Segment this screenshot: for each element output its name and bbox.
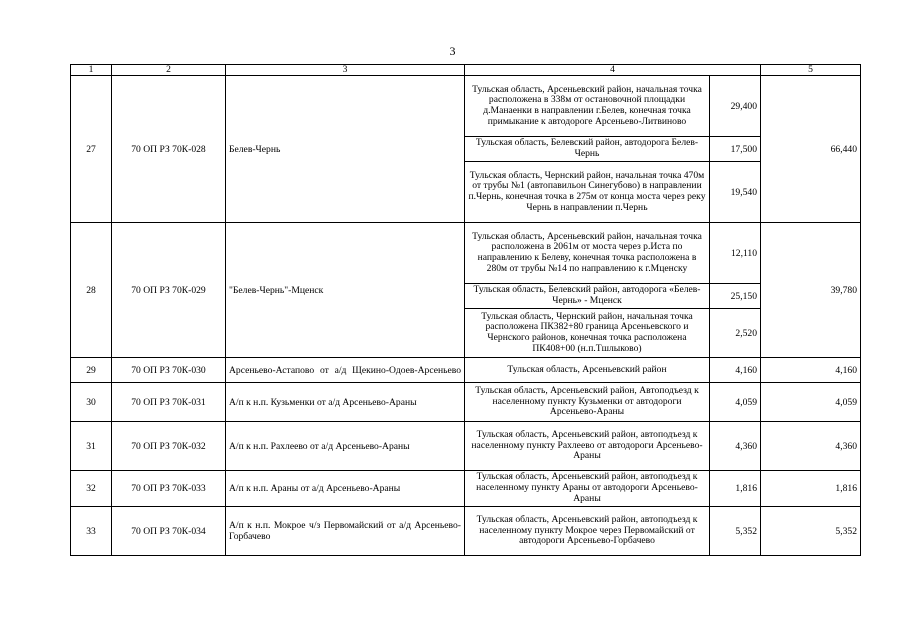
row-number: 32 xyxy=(71,471,112,507)
row-number: 31 xyxy=(71,422,112,471)
road-code: 70 ОП РЗ 70К-031 xyxy=(112,383,226,422)
road-code: 70 ОП РЗ 70К-034 xyxy=(112,507,226,556)
segment-description: Тульская область, Арсеньевский район, автоподъезд к населенному пункту Рахлеево от автодороги Арсеньево-Араны xyxy=(465,422,710,471)
segment-description: Тульская область, Арсеньевский район, начальная точка расположена в 338м от остановочной площадки д.Манаенки в направлении г.Белев, конечная точка примыкание к автодороге Арсеньево-Литвиново xyxy=(465,76,710,137)
table-row xyxy=(71,507,861,556)
segment-length: 19,540 xyxy=(710,162,761,223)
road-total-length: 5,352 xyxy=(761,507,861,556)
row-number: 33 xyxy=(71,507,112,556)
segment-description: Тульская область, Белевский район, автодорога Белев-Чернь xyxy=(465,137,710,162)
segment-length: 29,400 xyxy=(710,76,761,137)
segment-length: 2,520 xyxy=(710,309,761,358)
road-name: А/п к н.п. Кузьменки от а/д Арсеньево-Араны xyxy=(226,383,465,422)
table-row xyxy=(71,422,861,471)
road-name: А/п к н.п. Мокрое ч/з Первомайский от а/д Арсеньево-Горбачево xyxy=(226,507,465,556)
header-col-3: 3 xyxy=(226,65,465,76)
table-header-row xyxy=(71,65,861,76)
segment-description: Тульская область, Чернский район, начальная точка 470м от трубы №1 (автопавильон Синегубово) в направлении п.Чернь, конечная точка в 275м от конца моста через реку Чернь в направлении п.Чернь xyxy=(465,162,710,223)
roads-table xyxy=(70,64,861,556)
row-number: 29 xyxy=(71,358,112,383)
segment-description: Тульская область, Арсеньевский район, начальная точка расположена в 2061м от моста через р.Иста по направлению к Белеву, конечная точка расположена в 280м от трубы №14 по направлению к г.Мценску xyxy=(465,223,710,284)
road-code: 70 ОП РЗ 70К-028 xyxy=(112,76,226,223)
road-code: 70 ОП РЗ 70К-030 xyxy=(112,358,226,383)
table-row xyxy=(71,223,861,284)
road-total-length: 4,160 xyxy=(761,358,861,383)
header-col-2: 2 xyxy=(112,65,226,76)
road-name: Белев-Чернь xyxy=(226,76,465,223)
segment-description: Тульская область, Арсеньевский район, автоподъезд к населенному пункту Араны от автодороги Арсеньево-Араны xyxy=(465,471,710,507)
table-row xyxy=(71,358,861,383)
segment-length: 4,160 xyxy=(710,358,761,383)
road-total-length: 4,360 xyxy=(761,422,861,471)
road-name: Арсеньево-Астапово от а/д Щекино-Одоев-Арсеньево xyxy=(226,358,465,383)
road-total-length: 39,780 xyxy=(761,223,861,358)
segment-length: 1,816 xyxy=(710,471,761,507)
page-number: 3 xyxy=(449,44,456,58)
segment-length: 12,110 xyxy=(710,223,761,284)
segment-length: 4,059 xyxy=(710,383,761,422)
segment-length: 25,150 xyxy=(710,284,761,309)
segment-length: 4,360 xyxy=(710,422,761,471)
road-total-length: 1,816 xyxy=(761,471,861,507)
header-col-1: 1 xyxy=(71,65,112,76)
road-code: 70 ОП РЗ 70К-033 xyxy=(112,471,226,507)
segment-description: Тульская область, Арсеньевский район, Автоподъезд к населенному пункту Кузьменки от автодороги Арсеньево-Араны xyxy=(465,383,710,422)
road-total-length: 66,440 xyxy=(761,76,861,223)
segment-description: Тульская область, Арсеньевский район xyxy=(465,358,710,383)
row-number: 27 xyxy=(71,76,112,223)
road-code: 70 ОП РЗ 70К-032 xyxy=(112,422,226,471)
segment-length: 17,500 xyxy=(710,137,761,162)
road-total-length: 4,059 xyxy=(761,383,861,422)
segment-length: 5,352 xyxy=(710,507,761,556)
table-row xyxy=(71,471,861,507)
row-number: 28 xyxy=(71,223,112,358)
road-name: А/п к н.п. Рахлеево от а/д Арсеньево-Араны xyxy=(226,422,465,471)
table-row xyxy=(71,383,861,422)
header-col-4: 4 xyxy=(465,65,761,76)
road-name: А/п к н.п. Араны от а/д Арсеньево-Араны xyxy=(226,471,465,507)
header-col-5: 5 xyxy=(761,65,861,76)
segment-description: Тульская область, Белевский район, автодорога «Белев-Чернь» - Мценск xyxy=(465,284,710,309)
road-name: "Белев-Чернь"-Мценск xyxy=(226,223,465,358)
road-code: 70 ОП РЗ 70К-029 xyxy=(112,223,226,358)
segment-description: Тульская область, Арсеньевский район, автоподъезд к населенному пункту Мокрое через Первомайский от автодороги Арсеньево-Горбачево xyxy=(465,507,710,556)
row-number: 30 xyxy=(71,383,112,422)
segment-description: Тульская область, Чернский район, начальная точка расположена ПК382+80 граница Арсеньевского и Чернского районов, конечная точка расположена ПК408+00 (н.п.Тшлыково) xyxy=(465,309,710,358)
table-row xyxy=(71,76,861,137)
